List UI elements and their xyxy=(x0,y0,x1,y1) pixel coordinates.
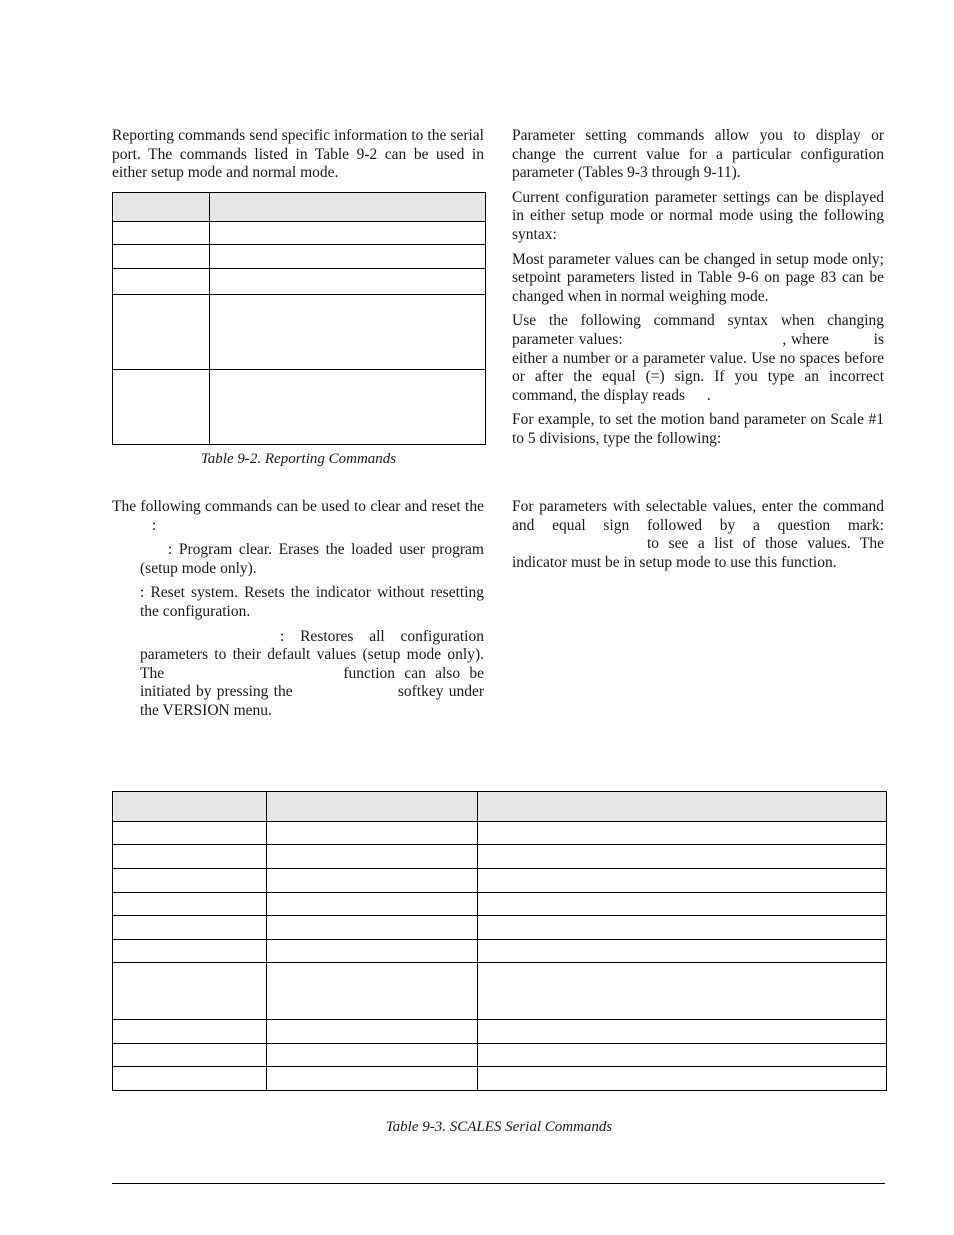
table-row xyxy=(113,822,887,845)
selectable-values-paragraph: For parameters with selectable values, enter the command and equal sign followed by a question mark: to see a list of those values. The indicator must be in setup mode to use this function. xyxy=(512,498,884,571)
display-syntax-paragraph: Current configuration parameter settings can be displayed in either setup mode or normal mode using the following syntax: xyxy=(512,188,884,243)
table-row xyxy=(113,963,887,1020)
reporting-intro-paragraph: Reporting commands send specific information to the serial port. The commands listed in Table 9-2 can be used in either setup mode and normal mode. xyxy=(112,127,484,182)
table-row xyxy=(113,370,486,445)
example-paragraph: For example, to set the motion band parameter on Scale #1 to 5 divisions, type the following: xyxy=(512,411,884,447)
clear-reset-block xyxy=(112,498,484,727)
parameter-setting-block xyxy=(512,127,884,455)
clear-reset-intro: The following commands can be used to clear and reset the : xyxy=(112,498,484,534)
table-row xyxy=(113,245,486,269)
selectable-values-block xyxy=(512,498,884,578)
setup-mode-paragraph: Most parameter values can be changed in setup mode only; setpoint parameters listed in Table 9-6 on page 83 can be changed when in normal weighing mode. xyxy=(512,250,884,305)
table-row xyxy=(113,1067,887,1091)
table-header-row xyxy=(113,193,486,222)
table-header-row xyxy=(113,792,887,822)
program-clear-item: : Program clear. Erases the loaded user program (setup mode only). xyxy=(140,541,484,577)
table-row xyxy=(113,269,486,295)
table-row xyxy=(113,222,486,245)
table-row xyxy=(113,1044,887,1067)
table-row xyxy=(113,940,887,963)
reset-system-item: : Reset system. Resets the indicator without resetting the configuration. xyxy=(140,584,484,620)
table-row xyxy=(113,893,887,916)
table-row xyxy=(113,1020,887,1044)
table-row xyxy=(113,845,887,869)
table-row xyxy=(113,295,486,370)
parameter-intro-paragraph: Parameter setting commands allow you to display or change the current value for a particular configuration parameter (Tables 9-3 through 9-11). xyxy=(512,127,884,182)
table-row xyxy=(113,916,887,940)
scales-table-caption: Table 9-3. SCALES Serial Commands xyxy=(385,1119,613,1135)
change-syntax-paragraph: Use the following command syntax when changing parameter values: , where is either a number or a parameter value. Use no spaces before or after the equal (=) sign. If you type an incorrect command, the display reads . xyxy=(512,312,885,404)
reporting-table-caption: Table 9-2. Reporting Commands xyxy=(200,451,397,467)
footer-rule xyxy=(112,1183,885,1184)
reporting-commands-table xyxy=(112,192,486,445)
reporting-intro-block xyxy=(112,127,484,189)
table-row xyxy=(113,869,887,893)
restore-defaults-item: : Restores all configuration parameters to their default values (setup mode only). The function can also be initiated by pressing the softkey under the VERSION menu. xyxy=(140,627,485,719)
scales-serial-commands-table xyxy=(112,791,887,1091)
